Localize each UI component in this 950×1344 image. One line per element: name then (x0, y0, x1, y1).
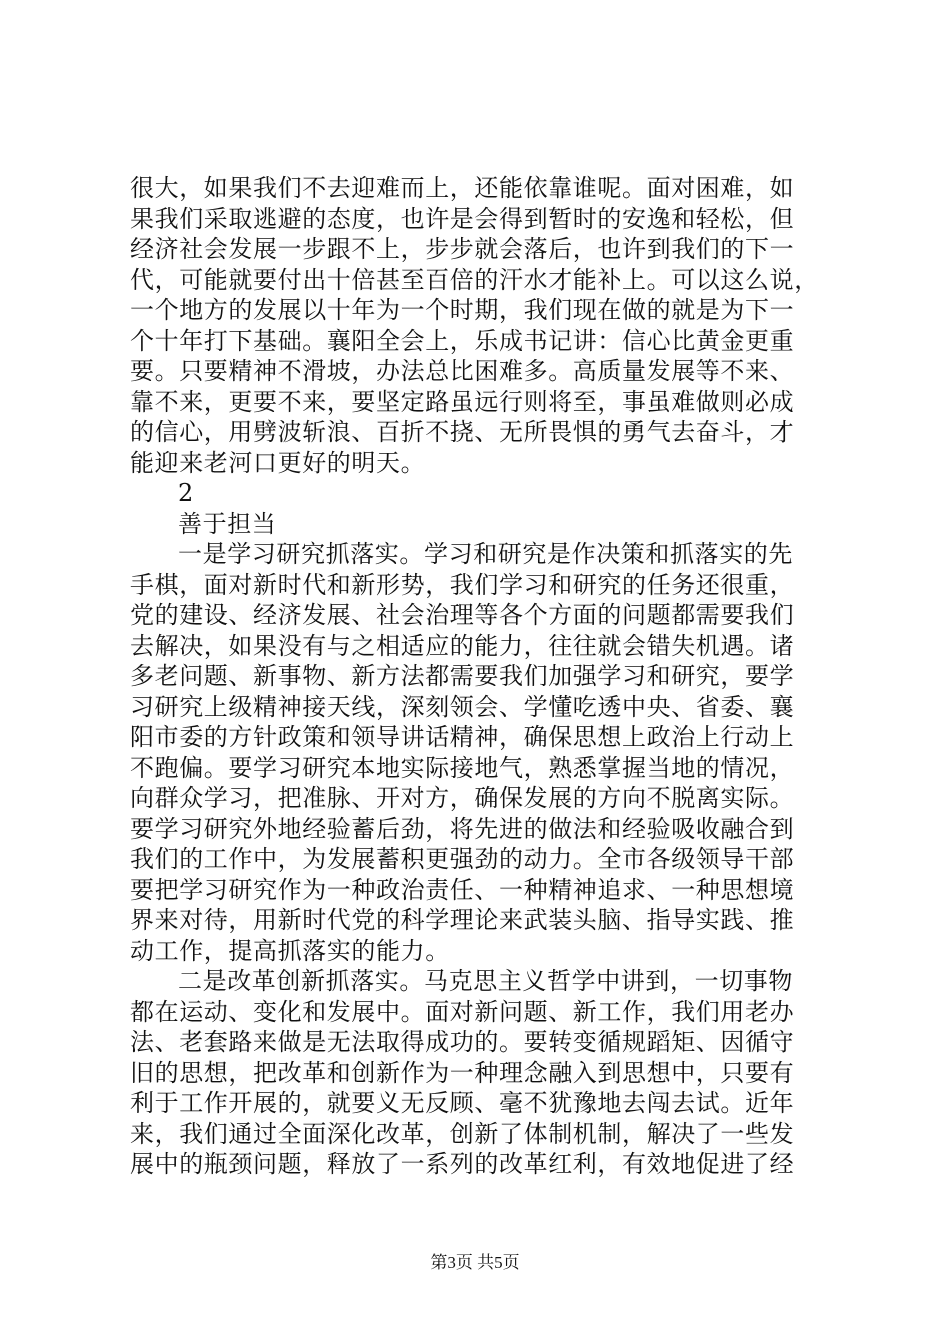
text-line: 展中的瓶颈问题，释放了一系列的改革红利，有效地促进了经 (130, 1150, 795, 1178)
text-line: 利于工作开展的，就要义无反顾、毫不犹豫地去闯去试。近年 (130, 1089, 795, 1117)
text-line: 党的建设、经济发展、社会治理等各个方面的问题都需要我们 (130, 601, 795, 629)
text-line: 靠不来，更要不来，要坚定路虽远行则将至，事虽难做则必成 (130, 387, 795, 416)
text-line: 阳市委的方针政策和领导讲话精神，确保思想上政治上行动上 (130, 723, 795, 751)
paragraph-start: 二是改革创新抓落实。马克思主义哲学中讲到，一切事物 (178, 967, 793, 995)
text-line: 去解决，如果没有与之相适应的能力，往往就会错失机遇。诸 (130, 631, 795, 660)
text-line: 要把学习研究作为一种政治责任、一种精神追求、一种思想境 (130, 875, 795, 904)
text-line: 个十年打下基础。襄阳全会上，乐成书记讲：信心比黄金更重 (130, 326, 795, 355)
text-line: 要。只要精神不滑坡，办法总比困难多。高质量发展等不来、 (130, 357, 795, 385)
text-line: 很大，如果我们不去迎难而上，还能依靠谁呢。面对困难，如 (130, 174, 795, 202)
text-line: 要学习研究外地经验蓄后劲，将先进的做法和经验吸收融合到 (130, 814, 795, 843)
page-footer: 第3页 共5页 (430, 1253, 520, 1272)
text-line: 界来对待，用新时代党的科学理论来武装头脑、指导实践、推 (130, 906, 795, 934)
text-line: 代，可能就要付出十倍甚至百倍的汗水才能补上。可以这么说， (130, 265, 819, 294)
text-line: 不跑偏。要学习研究本地实际接地气，熟悉掌握当地的情况， (130, 753, 795, 782)
text-line: 旧的思想，把改革和创新作为一种理念融入到思想中，只要有 (130, 1058, 795, 1087)
text-line: 能迎来老河口更好的明天。 (130, 448, 426, 477)
text-line: 手棋，面对新时代和新形势，我们学习和研究的任务还很重， (130, 570, 795, 599)
text-line: 向群众学习，把准脉、开对方，确保发展的方向不脱离实际。 (130, 784, 795, 812)
document-body (130, 173, 830, 1180)
text-line: 一个地方的发展以十年为一个时期，我们现在做的就是为下一 (130, 296, 795, 324)
text-line: 多老问题、新事物、新方法都需要我们加强学习和研究，要学 (130, 662, 795, 690)
paragraph-start: 一是学习研究抓落实。学习和研究是作决策和抓落实的先 (178, 540, 793, 568)
section-heading: 善于担当 (178, 509, 277, 538)
text-line: 都在运动、变化和发展中。面对新问题、新工作，我们用老办 (130, 997, 795, 1026)
text-line: 法、老套路来做是无法取得成功的。要转变循规蹈矩、因循守 (130, 1028, 795, 1056)
text-line: 动工作，提高抓落实的能力。 (130, 936, 450, 965)
text-line: 习研究上级精神接天线，深刻领会、学懂吃透中央、省委、襄 (130, 692, 795, 721)
section-number: 2 (178, 479, 194, 507)
text-line: 来，我们通过全面深化改革，创新了体制机制，解决了一些发 (130, 1119, 795, 1148)
text-line: 经济社会发展一步跟不上，步步就会落后，也许到我们的下一 (130, 235, 795, 263)
text-line: 的信心，用劈波斩浪、百折不挠、无所畏惧的勇气去奋斗，才 (130, 418, 795, 446)
text-line: 我们的工作中，为发展蓄积更强劲的动力。全市各级领导干部 (130, 845, 795, 873)
text-line: 果我们采取逃避的态度，也许是会得到暂时的安逸和轻松，但 (130, 204, 795, 233)
